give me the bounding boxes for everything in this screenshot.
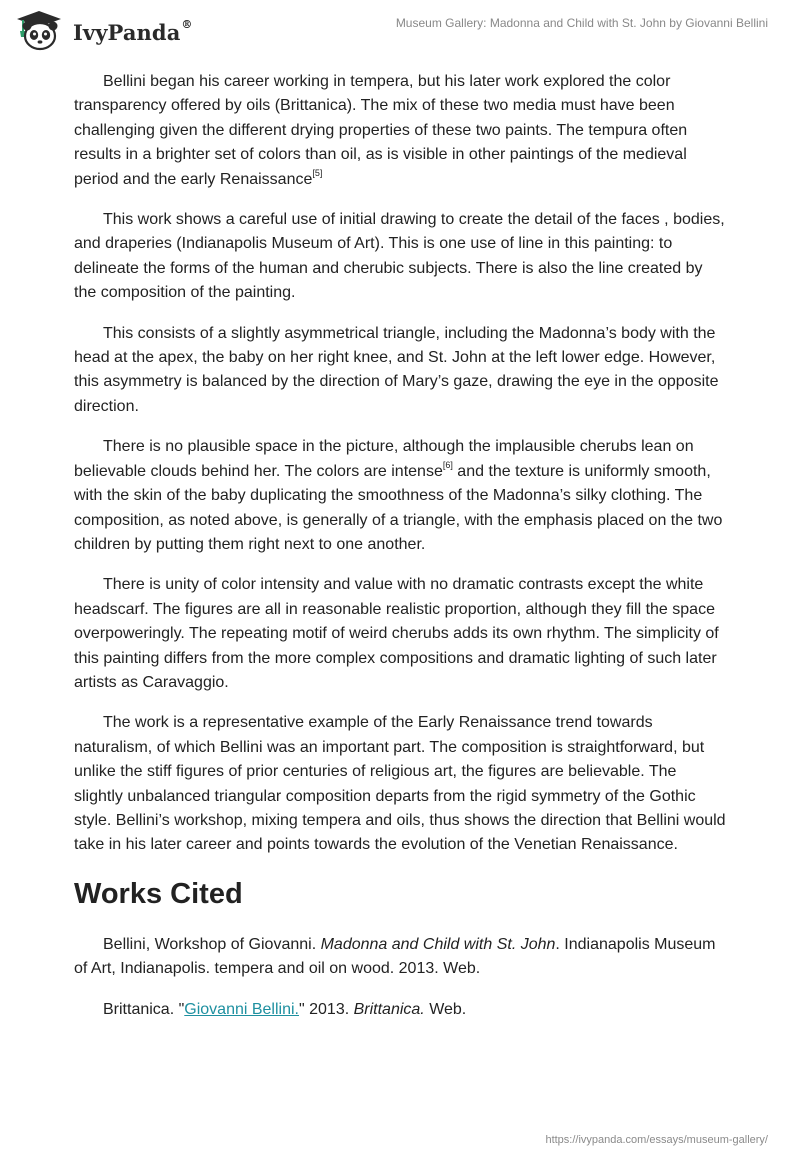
essay-content (74, 70, 726, 1038)
citation-1 (74, 933, 726, 982)
paragraph-1-text: Bellini began his career working in tempera, but his later work explored the color transparency offered by oils (Brittanica). The mix of these two media must have been challenging given the different drying properties of these two paints. The tempura often results in a brighter set of colors than oil, as is visible in other paintings of the medieval period and the early Renaissance (74, 73, 688, 188)
paragraph-6: The work is a representative example of the Early Renaissance trend towards naturalism, of which Bellini was an important part. The composition is straightforward, but unlike the stiff figures of prior centuries of religious art, the figures are believable. The slightly unbalanced triangular composition departs from the rigid symmetry of the Gothic style. Bellini’s workshop, mixing tempera and oils, thus shows the direction that Bellini would take in his later career and points towards the evolution of the Venetian Renaissance. (74, 714, 726, 854)
brand-name[interactable] (73, 20, 193, 45)
citation-2-year: " 2013. (299, 1000, 354, 1018)
brand-name-text: IvyPanda (73, 20, 181, 45)
citation-2-link[interactable]: Giovanni Bellini. (184, 1000, 299, 1018)
document-title: Museum Gallery: Madonna and Child with St. John by Giovanni Bellini (395, 16, 768, 30)
paragraph-4-text-a: There is no plausible space in the picture, although the implausible cherubs lean on believable clouds behind her. The colors are intense (74, 438, 694, 480)
paragraph-5: There is unity of color intensity and value with no dramatic contrasts except the white headscarf. The figures are all in reasonable realistic proportion, although they fill the space overpoweringly. The repeating motif of weird cherubs adds its own rhythm. The simplicity of this painting differs from the more complex compositions and dramatic lighting of such later artists as Caravaggio. (74, 576, 719, 691)
citation-1-title: Madonna and Child with St. John (320, 935, 556, 953)
panda-graduation-cap-icon[interactable] (14, 9, 64, 53)
citation-2-medium: Web. (424, 1000, 467, 1018)
paragraph-4 (74, 435, 726, 557)
footnote-ref-5: [5] (312, 168, 323, 179)
paragraph-1 (74, 70, 726, 192)
works-cited-heading: Works Cited (74, 877, 243, 910)
footer-url[interactable]: https://ivypanda.com/essays/museum-gallery/ (545, 1134, 768, 1146)
page-header (0, 0, 800, 62)
citation-1-details: . Indianapolis Museum of Art, Indianapolis. tempera and oil on wood. 2013. Web. (74, 935, 716, 978)
paragraph-3: This consists of a slightly asymmetrical triangle, including the Madonna’s body with the head at the apex, the baby on her right knee, and St. John at the left lower edge. However, this asymmetry is balanced by the direction of Mary’s gaze, drawing the eye in the opposite direction. (74, 324, 719, 415)
citation-2-source-prefix: Brittanica. " (103, 1000, 185, 1018)
paragraph-4-text-b: and the texture is uniformly smooth, with the skin of the baby duplicating the smoothness of the Madonna’s silky clothing. The composition, as noted above, is generally of a triangle, with the emphasis placed on the two children by putting them right next to one another. (74, 462, 723, 553)
citation-1-author: Bellini, Workshop of Giovanni. (103, 935, 321, 953)
registered-mark: ® (181, 18, 193, 31)
paragraph-2: This work shows a careful use of initial drawing to create the detail of the faces , bodies, and draperies (Indianapolis Museum of Art). This is one use of line in this painting: to delineate the forms of the human and cherubic subjects. There is also the line created by the composition of the painting. (74, 211, 725, 302)
citation-2-publication: Brittanica. (353, 1000, 425, 1018)
citation-2 (74, 998, 726, 1022)
footnote-ref-6: [6] (442, 460, 453, 471)
